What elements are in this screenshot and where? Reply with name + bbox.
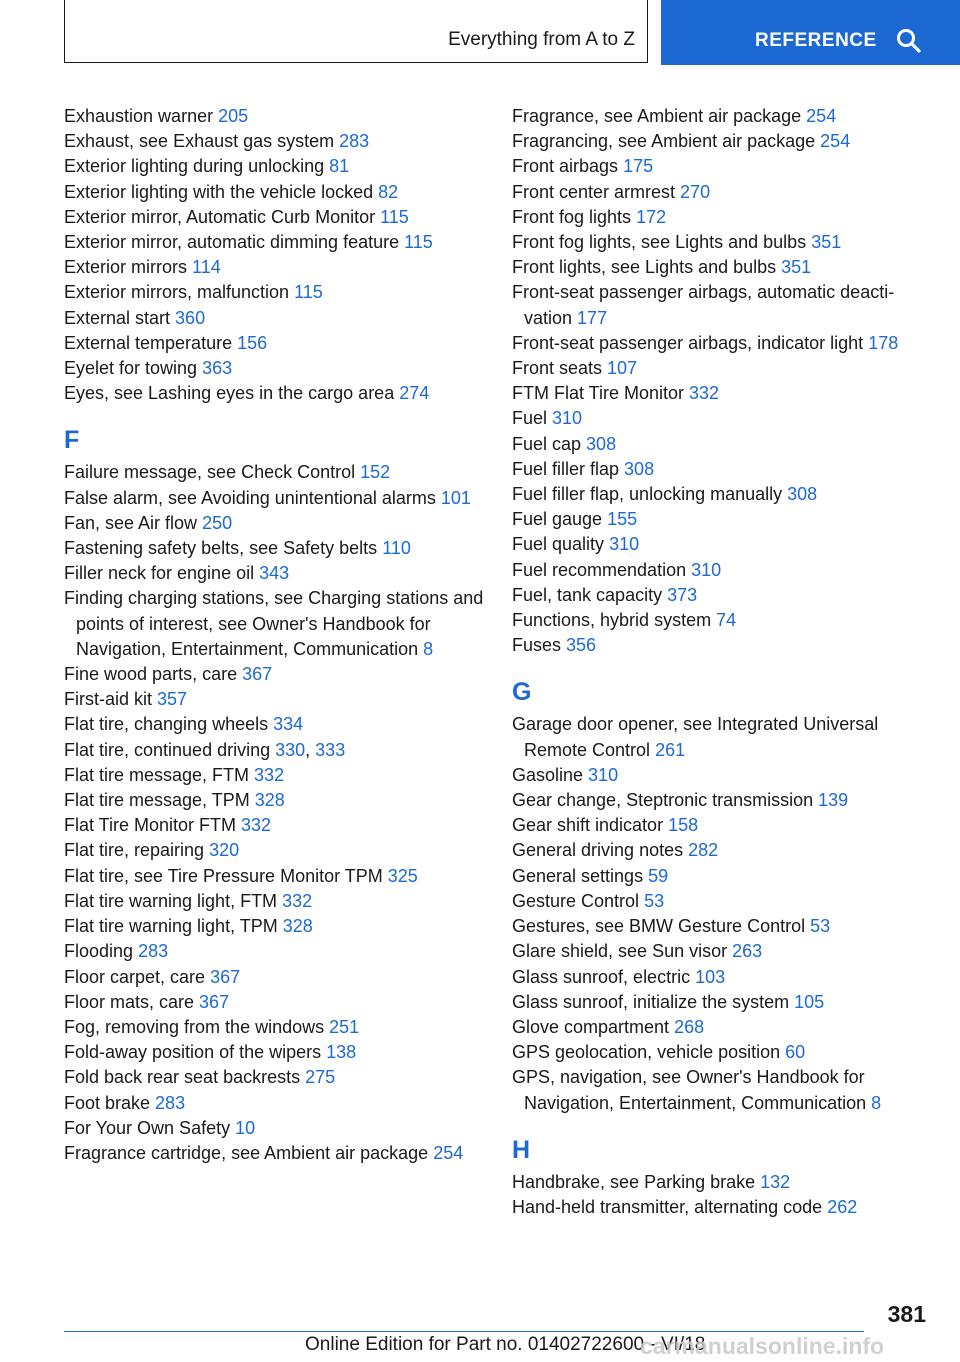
- index-entry: [64, 1091, 484, 1116]
- page-link[interactable]: 351: [811, 232, 842, 253]
- page-link[interactable]: 74: [716, 610, 737, 631]
- index-entry: [512, 813, 932, 838]
- index-term: For Your Own Safety: [64, 1117, 236, 1138]
- index-entry: [64, 687, 484, 712]
- index-term: Front seats: [512, 358, 608, 379]
- page-link[interactable]: 357: [157, 689, 188, 710]
- page-link[interactable]: 275: [305, 1067, 336, 1088]
- page-link[interactable]: 332: [254, 764, 285, 785]
- index-letter-heading: G: [512, 678, 532, 707]
- page-separator: ,: [305, 739, 316, 760]
- index-letter-heading: H: [512, 1135, 531, 1164]
- index-entry: [512, 1015, 932, 1040]
- index-term: Glove compartment: [512, 1016, 675, 1037]
- page-link[interactable]: 139: [818, 790, 849, 811]
- index-entry: [64, 1065, 484, 1090]
- index-term: General driving notes: [512, 840, 689, 861]
- index-entry: [64, 813, 484, 838]
- index-entry: [64, 205, 484, 230]
- index-term: Exterior lighting during unlocking: [64, 156, 330, 177]
- index-term: Fuses: [512, 635, 567, 656]
- index-entry: [512, 129, 932, 154]
- index-entry: [64, 1141, 484, 1166]
- index-term: Fragrance cartridge, see Ambient air package: [64, 1142, 434, 1163]
- reference-tab-label: REFERENCE: [755, 30, 877, 51]
- page-header: [0, 0, 960, 66]
- page-number: 381: [887, 1301, 926, 1327]
- index-entry: [512, 406, 932, 431]
- index-entry: [512, 532, 932, 557]
- page-link[interactable]: 115: [294, 282, 323, 303]
- index-term: Flat tire message, FTM: [64, 764, 255, 785]
- index-term: Eyelet for towing: [64, 358, 203, 379]
- index-term: Eyes, see Lashing eyes in the cargo area: [64, 383, 400, 404]
- index-term: Flat tire warning light, FTM: [64, 890, 283, 911]
- index-term: FTM Flat Tire Monitor: [512, 383, 690, 404]
- index-entry: [512, 633, 932, 658]
- index-entry: [512, 1170, 932, 1195]
- index-term: Hand-held transmitter, alternating code: [512, 1196, 828, 1217]
- index-entry: [64, 1015, 484, 1040]
- footer-edition-text: Online Edition for Part no. 01402722600 - VI/18: [305, 1334, 706, 1355]
- index-entry: [512, 180, 932, 205]
- index-entry: [512, 1040, 932, 1065]
- page-link[interactable]: 110: [382, 538, 411, 559]
- index-term: Gasoline: [512, 764, 589, 785]
- index-term: Glass sunroof, electric: [512, 966, 696, 987]
- index-entry: [64, 939, 484, 964]
- index-term: External temperature: [64, 332, 238, 353]
- page-link[interactable]: 263: [732, 941, 763, 962]
- index-entry: [512, 154, 932, 179]
- index-term: Fragrance, see Ambient air package: [512, 106, 807, 126]
- page-link[interactable]: 8: [423, 638, 434, 659]
- page-link[interactable]: 101: [440, 487, 471, 508]
- index-term: Flat tire, see Tire Pressure Monitor TPM: [64, 865, 388, 886]
- index-term: Fan, see Air flow: [64, 512, 203, 533]
- index-entry: [512, 507, 932, 532]
- index-term: Fuel gauge: [512, 509, 608, 530]
- page-link[interactable]: 310: [552, 408, 583, 429]
- index-term: Handbrake, see Parking brake: [512, 1171, 761, 1192]
- index-term: Fuel quality: [512, 534, 610, 555]
- index-entry: [512, 838, 932, 863]
- page-link[interactable]: 158: [668, 815, 699, 836]
- index-entry: [64, 1116, 484, 1141]
- index-term: False alarm, see Avoiding unintentional alarms: [64, 487, 441, 508]
- index-term: Fuel: [512, 408, 553, 429]
- index-column-right: [512, 104, 932, 1220]
- index-entry: [512, 280, 932, 330]
- index-entry: [512, 608, 932, 633]
- index-term: Exterior lighting with the vehicle locked: [64, 181, 379, 202]
- index-term: Front-seat passenger airbags, automatic deactivation: [512, 282, 895, 328]
- page-link[interactable]: 254: [433, 1142, 464, 1163]
- page-link[interactable]: 283: [155, 1092, 186, 1113]
- page-link[interactable]: 356: [566, 635, 597, 656]
- header-title-box: [64, 0, 648, 63]
- page-link[interactable]: 105: [794, 991, 825, 1012]
- index-entry: [64, 536, 484, 561]
- index-entry: [64, 154, 484, 179]
- page-link[interactable]: 367: [199, 991, 230, 1012]
- index-term: GPS, navigation, see Owner's Handbook for Navigation, Entertainment, Communication: [512, 1067, 872, 1113]
- index-entry: [64, 356, 484, 381]
- index-term: Front fog lights, see Lights and bulbs: [512, 232, 812, 253]
- index-entry: [64, 965, 484, 990]
- page-link[interactable]: 274: [399, 383, 430, 404]
- index-entry: [512, 889, 932, 914]
- page-link[interactable]: 175: [623, 156, 654, 177]
- page-link[interactable]: 156: [237, 332, 268, 353]
- index-term: Gear shift indicator: [512, 815, 669, 836]
- index-entry: [512, 432, 932, 457]
- index-term: General settings: [512, 865, 649, 886]
- index-term: Functions, hybrid system: [512, 610, 717, 631]
- page-link[interactable]: 334: [273, 714, 304, 735]
- page-link[interactable]: 367: [210, 966, 241, 987]
- page-link[interactable]: 308: [586, 433, 617, 454]
- index-entry: [64, 381, 484, 406]
- index-term: Fuel filler flap, unlocking manually: [512, 484, 788, 505]
- page-link[interactable]: 282: [688, 840, 719, 861]
- page-link[interactable]: 60: [785, 1042, 806, 1063]
- index-entry: [512, 990, 932, 1015]
- index-entry: [64, 255, 484, 280]
- page-link[interactable]: 262: [827, 1196, 858, 1217]
- page-link[interactable]: 283: [339, 131, 370, 152]
- page-link[interactable]: 53: [810, 916, 831, 937]
- page-link[interactable]: 268: [674, 1016, 705, 1037]
- index-term: Flat tire warning light, TPM: [64, 916, 283, 937]
- index-term: Fuel filler flap: [512, 458, 625, 479]
- index-term: Fog, removing from the windows: [64, 1016, 330, 1037]
- page-link[interactable]: 152: [360, 462, 391, 483]
- page-link[interactable]: 261: [655, 739, 686, 760]
- watermark-logo: carmanualsonline.info: [640, 1333, 885, 1359]
- index-entry: [64, 838, 484, 863]
- index-entry: [64, 129, 484, 154]
- header-title: Everything from A to Z: [448, 29, 635, 50]
- page-link[interactable]: 360: [175, 307, 206, 328]
- index-entry: [512, 255, 932, 280]
- index-entry: [512, 1065, 932, 1115]
- index-entry: [64, 662, 484, 687]
- index-term: Exterior mirror, automatic dimming feature: [64, 232, 405, 253]
- index-term: Gestures, see BMW Gesture Control: [512, 916, 811, 937]
- index-term: Fold back rear seat backrests: [64, 1067, 306, 1088]
- index-term: Foot brake: [64, 1092, 156, 1113]
- page-link[interactable]: 81: [329, 156, 350, 177]
- index-entry: [512, 864, 932, 889]
- index-term: Fuel cap: [512, 433, 587, 454]
- index-term: Front center armrest: [512, 181, 681, 202]
- index-entry: [64, 460, 484, 485]
- page-link[interactable]: 320: [209, 840, 240, 861]
- index-entry: [64, 712, 484, 737]
- index-entry: [64, 788, 484, 813]
- index-entry: [64, 738, 484, 763]
- page-link[interactable]: 59: [648, 865, 669, 886]
- index-entry: [64, 561, 484, 586]
- index-entry: [64, 586, 484, 662]
- index-entry: [512, 558, 932, 583]
- page-link[interactable]: 343: [259, 563, 290, 584]
- index-entry: [64, 280, 484, 305]
- index-term: Fuel, tank capacity: [512, 584, 668, 605]
- index-term: Flat Tire Monitor FTM: [64, 815, 242, 836]
- page-link[interactable]: 155: [607, 509, 638, 530]
- index-entry: [512, 914, 932, 939]
- index-entry: [512, 965, 932, 990]
- index-entry: [512, 230, 932, 255]
- index-entry: [512, 788, 932, 813]
- page-link[interactable]: 254: [820, 131, 851, 152]
- index-term: Glass sunroof, initialize the system: [512, 991, 795, 1012]
- index-term: Flat tire, repairing: [64, 840, 210, 861]
- page-link[interactable]: 363: [202, 358, 233, 379]
- index-term: Exterior mirror, Automatic Curb Monitor: [64, 206, 381, 227]
- page-link[interactable]: 178: [868, 332, 899, 353]
- index-entry: [64, 1040, 484, 1065]
- page-link[interactable]: 8: [871, 1092, 882, 1113]
- index-entry: [512, 356, 932, 381]
- index-entry: [512, 381, 932, 406]
- index-term: GPS geolocation, vehicle position: [512, 1042, 786, 1063]
- index-term: Exhaustion warner: [64, 106, 219, 126]
- index-term: First-aid kit: [64, 689, 158, 710]
- index-term: Glare shield, see Sun visor: [512, 941, 733, 962]
- index-term: Gear change, Steptronic transmission: [512, 790, 819, 811]
- index-entry: [64, 914, 484, 939]
- page-link[interactable]: 328: [254, 790, 285, 811]
- index-column-left: [64, 104, 484, 1166]
- index-term: Flooding: [64, 941, 139, 962]
- index-entry: [512, 763, 932, 788]
- page-link[interactable]: 114: [192, 257, 221, 278]
- index-entry: [512, 331, 932, 356]
- index-entry: [64, 180, 484, 205]
- index-entry: [64, 511, 484, 536]
- index-term: Failure message, see Check Control: [64, 462, 361, 483]
- index-term: Exterior mirrors: [64, 257, 193, 278]
- page-link[interactable]: 82: [378, 181, 399, 202]
- page-link[interactable]: 330: [275, 739, 306, 760]
- page-link[interactable]: 328: [282, 916, 313, 937]
- index-term: Front airbags: [512, 156, 624, 177]
- index-letter-heading: F: [64, 426, 80, 455]
- index-term: Front lights, see Lights and bulbs: [512, 257, 782, 278]
- page-link[interactable]: 53: [644, 890, 665, 911]
- index-term: Fold-away position of the wipers: [64, 1042, 327, 1063]
- index-entry: [64, 230, 484, 255]
- page-link[interactable]: 177: [577, 307, 608, 328]
- index-term: Flat tire, continued driving: [64, 739, 276, 760]
- page-link[interactable]: 325: [387, 865, 418, 886]
- index-term: Fragrancing, see Ambient air package: [512, 131, 821, 152]
- page-link[interactable]: 10: [235, 1117, 256, 1138]
- index-entry: [64, 486, 484, 511]
- page-link[interactable]: 310: [609, 534, 640, 555]
- index-entry: [64, 990, 484, 1015]
- page-link[interactable]: 283: [138, 941, 169, 962]
- index-entry: [512, 205, 932, 230]
- index-term: Front fog lights: [512, 206, 637, 227]
- index-term: Filler neck for engine oil: [64, 563, 260, 584]
- footer-divider: [64, 1331, 864, 1332]
- index-entry: [512, 712, 932, 762]
- page-link[interactable]: 310: [588, 764, 619, 785]
- index-entry: [64, 306, 484, 331]
- page-link[interactable]: 115: [380, 206, 409, 227]
- page-link[interactable]: 332: [241, 815, 272, 836]
- index-term: Fastening safety belts, see Safety belts: [64, 538, 383, 559]
- page-link[interactable]: 270: [680, 181, 711, 202]
- index-entry: [64, 331, 484, 356]
- index-term: Floor carpet, care: [64, 966, 211, 987]
- index-term: Fine wood parts, care: [64, 664, 243, 685]
- page-link[interactable]: 308: [787, 484, 818, 505]
- search-icon[interactable]: [896, 28, 922, 54]
- page-link[interactable]: 332: [282, 890, 313, 911]
- index-term: Exhaust, see Exhaust gas system: [64, 131, 340, 152]
- index-entry: [512, 457, 932, 482]
- page-link[interactable]: 332: [689, 383, 720, 404]
- index-term: Floor mats, care: [64, 991, 200, 1012]
- index-entry: [512, 104, 932, 129]
- reference-tab[interactable]: [661, 0, 960, 65]
- index-entry: [64, 864, 484, 889]
- page-link[interactable]: 310: [691, 559, 722, 580]
- index-term: Exterior mirrors, malfunction: [64, 282, 295, 303]
- index-entry: [512, 939, 932, 964]
- page-link[interactable]: 103: [695, 966, 726, 987]
- index-entry: [64, 104, 484, 129]
- page-link[interactable]: 333: [315, 739, 346, 760]
- page-link[interactable]: 132: [760, 1171, 791, 1192]
- page-link[interactable]: 205: [218, 106, 249, 126]
- index-term: Fuel recommendation: [512, 559, 692, 580]
- page-link[interactable]: 115: [404, 232, 433, 253]
- index-entry: [64, 763, 484, 788]
- index-term: Front-seat passenger airbags, indicator light: [512, 332, 869, 353]
- index-term: Flat tire message, TPM: [64, 790, 255, 811]
- page-link[interactable]: 138: [326, 1042, 357, 1063]
- page-link[interactable]: 367: [242, 664, 273, 685]
- page-link[interactable]: 373: [667, 584, 698, 605]
- index-term: Gesture Control: [512, 890, 645, 911]
- index-term: Flat tire, changing wheels: [64, 714, 274, 735]
- page-link[interactable]: 107: [607, 358, 638, 379]
- index-entry: [64, 889, 484, 914]
- index-term: Garage door opener, see Integrated Universal Remote Control: [512, 714, 879, 760]
- index-entry: [512, 482, 932, 507]
- page-link[interactable]: 254: [806, 106, 837, 126]
- page-link[interactable]: 251: [329, 1016, 360, 1037]
- index-entry: [512, 583, 932, 608]
- index-entry: [512, 1195, 932, 1220]
- index-term: External start: [64, 307, 176, 328]
- index-term: Finding charging stations, see Charging stations and points of interest, see Owner's Handbook for Navigation, Entertainment, Communication: [64, 588, 484, 659]
- page-link[interactable]: 250: [202, 512, 233, 533]
- page-link[interactable]: 308: [624, 458, 655, 479]
- page-link[interactable]: 351: [781, 257, 812, 278]
- page-link[interactable]: 172: [636, 206, 667, 227]
